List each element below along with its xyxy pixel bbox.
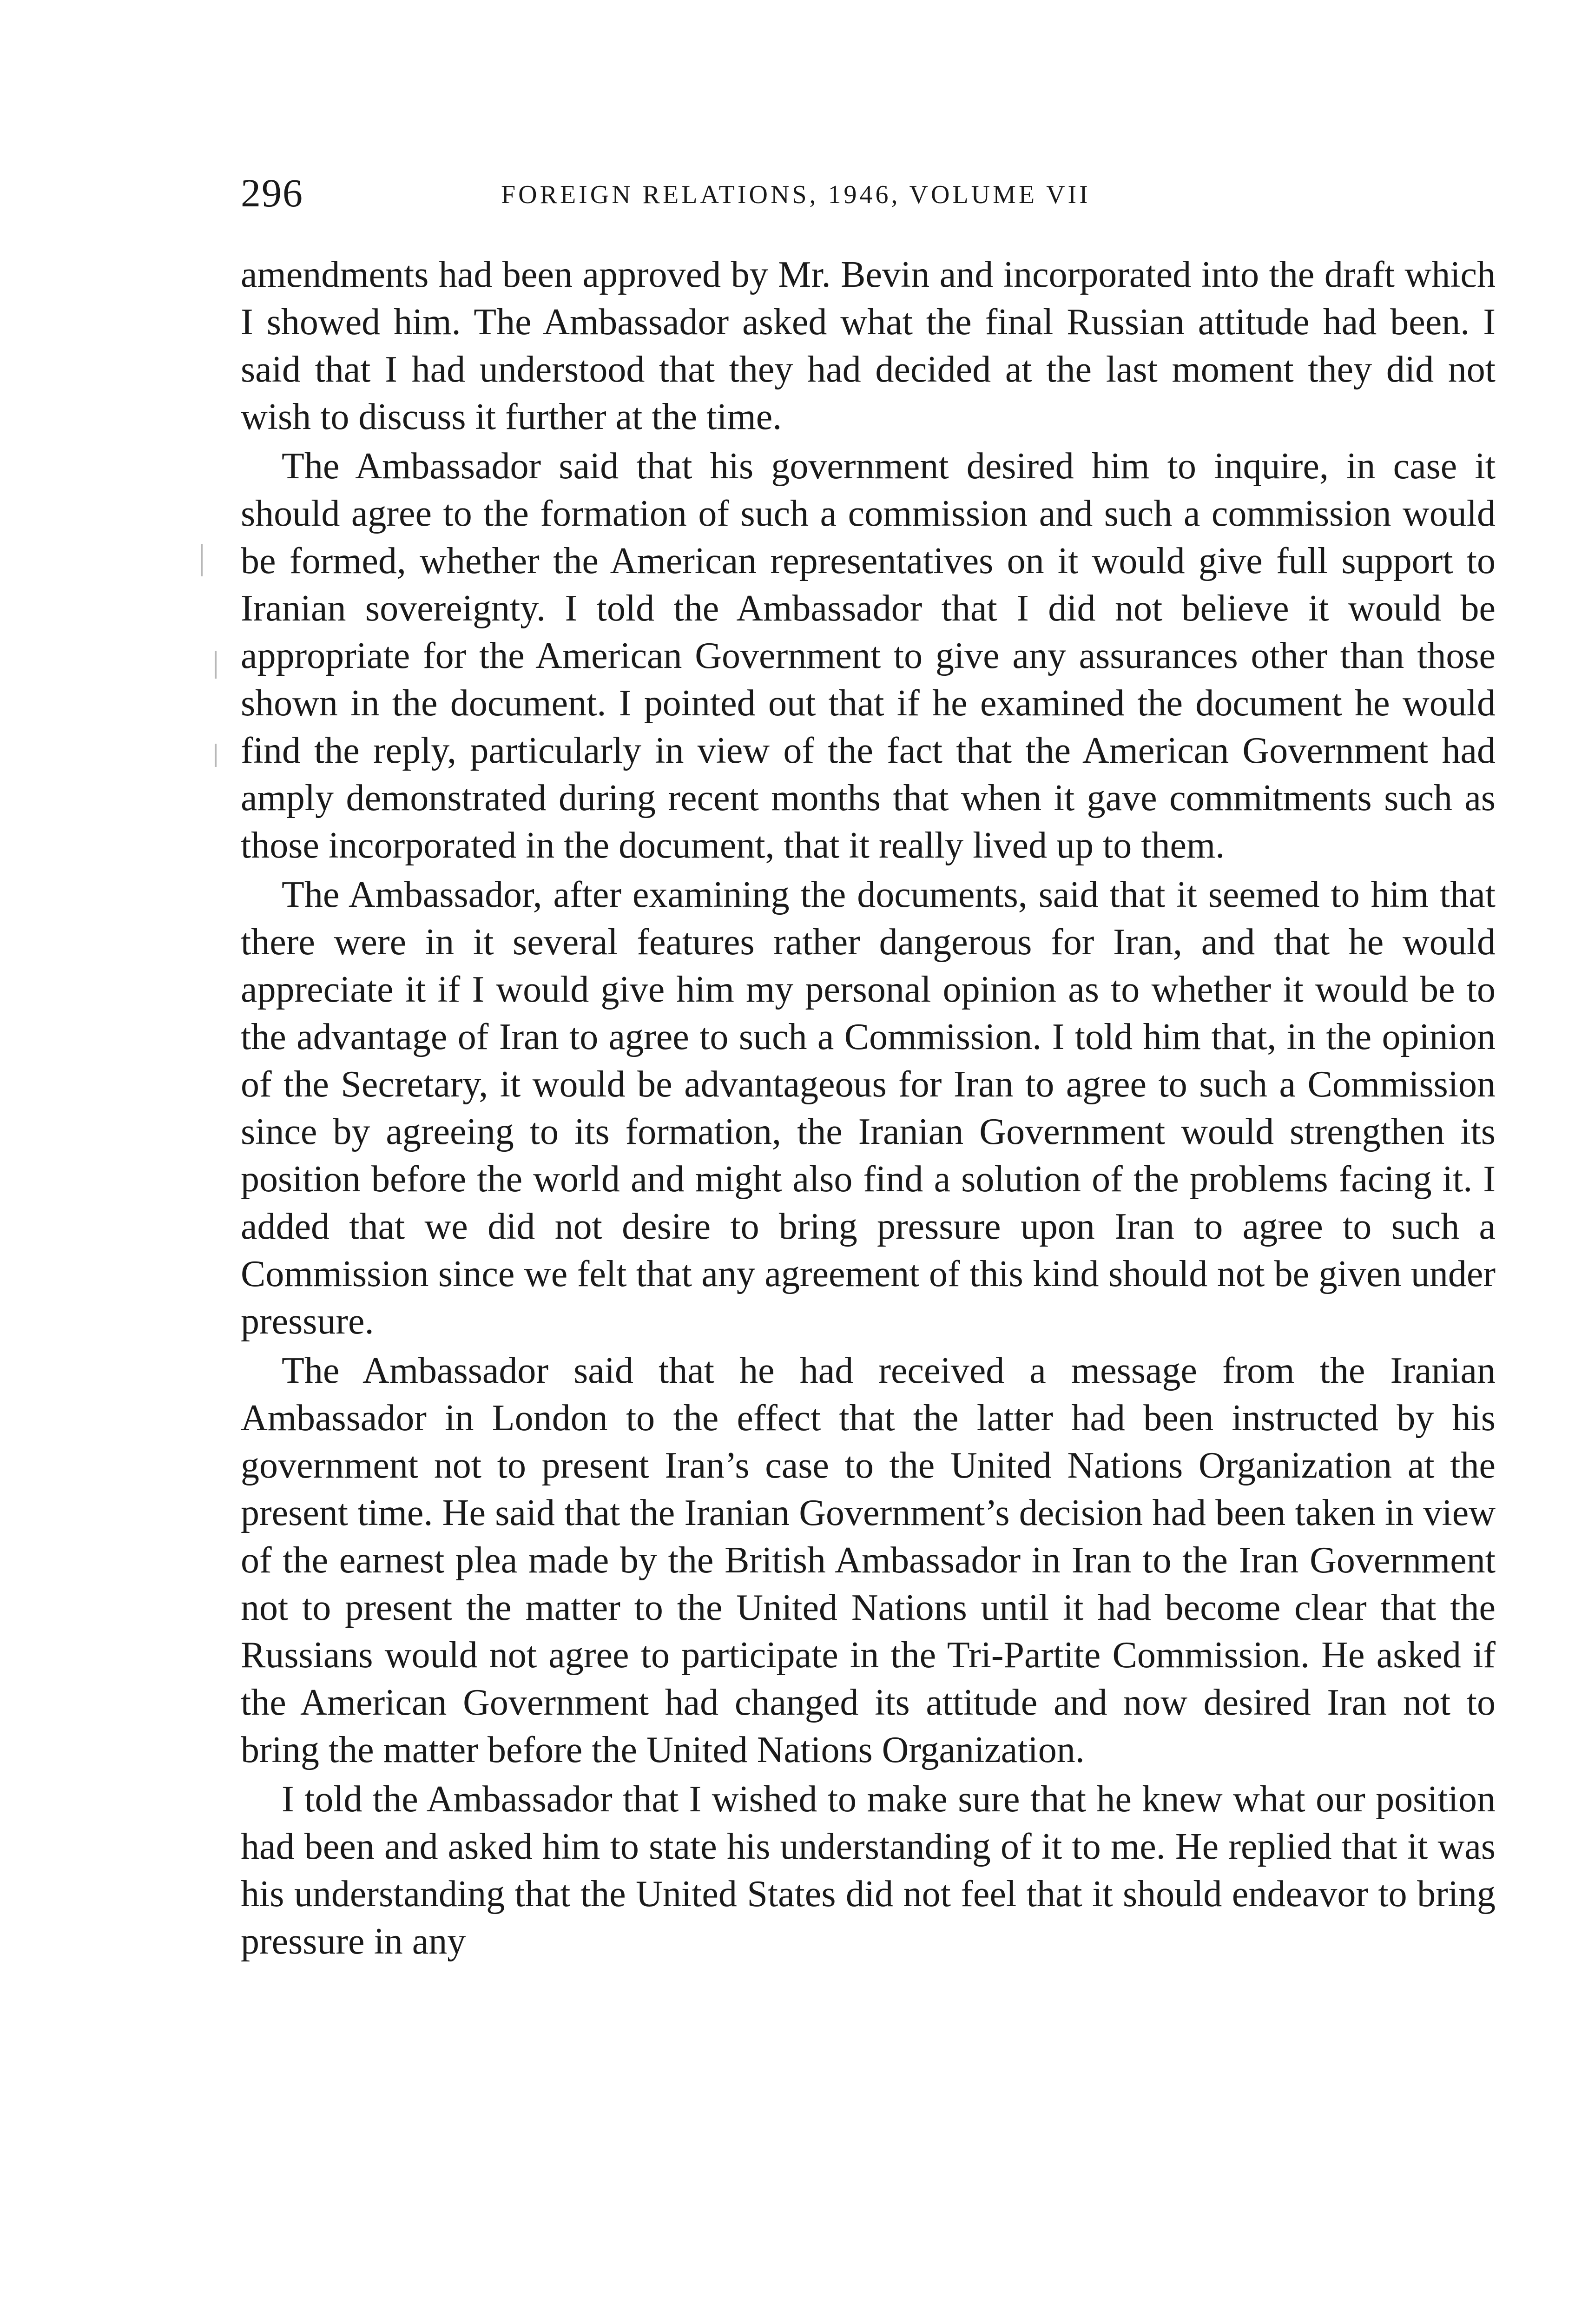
running-head: FOREIGN RELATIONS, 1946, VOLUME VII (501, 180, 1091, 209)
margin-scan-mark (215, 744, 217, 767)
paragraph: I told the Ambassador that I wished to make sure that he knew what our position had been and asked him to state his understanding of it to me. He replied that it was his understanding that the United States did not feel that it should endeavor to bring pressure in any (241, 1779, 1496, 1962)
paragraph: The Ambassador said that he had received a message from the Iranian Ambassador in London to the effect that the latter had been instructed by his government not to present Iran’s case to the United Nations Organization at the present time. He said that the Iranian Government’s decision had been taken in view of the earnest plea made by the British Ambassador in Iran to the Iran Government not to present the matter to the United Nations until it had become clear that the Russians would not agree to participate in the Tri-Partite Commission. He asked if the American Government had changed its attitude and now desired Iran not to bring the matter before the United Nations Organization. (241, 1350, 1496, 1770)
margin-scan-mark (215, 651, 217, 679)
page-header (241, 167, 1496, 218)
paragraph-continuation: amendments had been approved by Mr. Bevin and incorporated into the draft which I showed him. The Ambassador asked what the final Russian attitude had been. I said that I had understood that they had decided at the last moment they did not wish to discuss it further at the time. (241, 254, 1496, 437)
paragraph: The Ambassador said that his government desired him to inquire, in case it should agree to the formation of such a commission and such a commission would be formed, whether the American representatives on it would give full support to Iranian sovereignty. I told the Ambassador that I did not believe it would be appropriate for the American Government to give any assurances other than those shown in the document. I pointed out that if he examined the document he would find the reply, particularly in view of the fact that the American Government had amply demonstrated during recent months that when it gave commitments such as those incorporated in the document, that it really lived up to them. (241, 446, 1496, 866)
margin-scan-mark (201, 544, 203, 576)
page-number: 296 (241, 171, 303, 215)
body-text (241, 251, 1496, 1965)
paragraph: The Ambassador, after examining the documents, said that it seemed to him that there were in it several features rather dangerous for Iran, and that he would appreciate it if I would give him my personal opinion as to whether it would be to the advantage of Iran to agree to such a Commission. I told him that, in the opinion of the Secretary, it would be advantageous for Iran to agree to such a Commission since by agreeing to its formation, the Iranian Government would strengthen its position before the world and might also find a solution of the problems facing it. I added that we did not desire to bring pressure upon Iran to agree to such a Commission since we felt that any agreement of this kind should not be given under pressure. (241, 874, 1496, 1342)
